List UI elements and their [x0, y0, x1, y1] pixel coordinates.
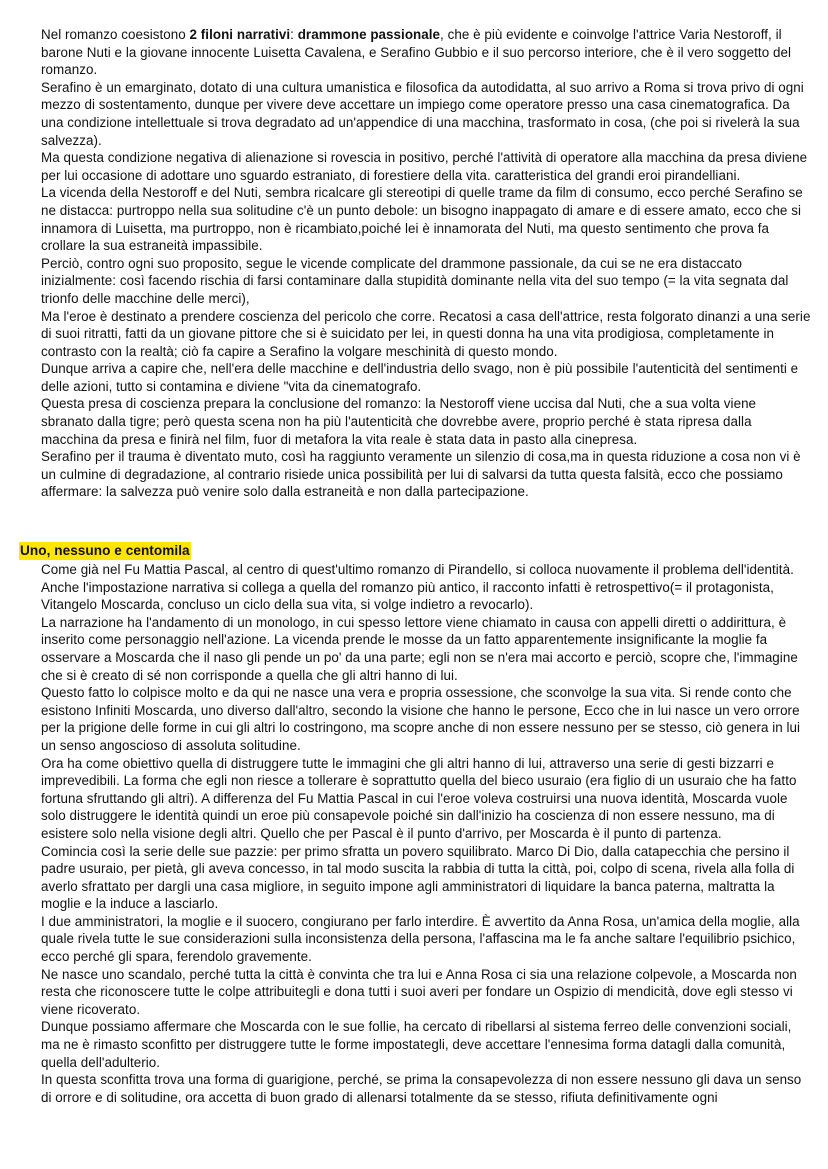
paragraph: Comincia così la serie delle sue pazzie: per primo sfratta un povero squilibrato. Marco Di Dio, dalla catapecchia che persino il padre usuraio, per pietà, gli aveva concesso, in tal modo suscita la rabbia di tutta la città, poi, colpo di scena, rivela alla folla di averlo sfrattato per dargli una casa migliore, in seguito impone agli amministratori di liquidare la banca paterna, maltratta la moglie e la induce a lasciarlo. [41, 843, 795, 912]
paragraph: Ma l'eroe è destinato a prendere coscienza del pericolo che corre. Recatosi a casa dell'attrice, resta folgorato dinanzi a una serie di suoi ritratti, fatti da un giovane pittore che si è suicidato per lei, in questi donna ha una vita prodigiosa, completamente in contrasto con la realtà; ciò fa capire a Serafino la volgare meschinità di questo mondo. [41, 308, 811, 359]
paragraph: Serafino è un emarginato, dotato di una cultura umanistica e filosofica da autodidatta, al suo arrivo a Roma si trova privo di ogni mezzo di sostentamento, dunque per vivere deve accettare un impiego come operatore presso una casa cinematografica. Da una condizione intellettuale si trova degradato ad un'appendice di una macchina, trasformato in cosa, (che poi si rivelerà la sua salvezza). [41, 79, 804, 148]
section-heading: Uno, nessuno e centomila [20, 543, 190, 558]
paragraph: Ne nasce uno scandalo, perché tutta la città è convinta che tra lui e Anna Rosa ci sia una relazione colpevole, a Moscarda non resta che riconoscere tutte le colpe attribuitegli e dona tutti i suoi averi per fondare un Ospizio di mendicità, dove egli stesso vi viene ricoverato. [41, 966, 797, 1017]
intro-text-3: , che è più evidente e coinvolge l'attrice Varia Nestoroff, il barone Nuti e la giovane innocente Luisetta Cavalena, e Serafino Gubbio e il suo percorso interiore, che è il vero soggetto del romanzo. [41, 27, 791, 78]
section-suo-gubbio-text [41, 26, 811, 501]
paragraph: Serafino per il trauma è diventato muto, così ha raggiunto veramente un silenzio di cosa,ma in questa riduzione a cosa non vi è un culmine di degradazione, al contrario risiede unica possibilità per lui di salvarsi da tutta questa falsità, ecco che possiamo affermare: la salvezza può venire solo dalla estraneità e non dalla partecipazione. [41, 449, 801, 500]
intro-bold-1: 2 filoni narrativi [189, 27, 291, 42]
paragraph: La narrazione ha l'andamento di un monologo, in cui spesso lettore viene chiamato in causa con appelli diretti o addirittura, è inserito come personaggio nell'azione. La vicenda prende le mosse da un fatto apparentemente insignificante la moglie fa osservare a Moscarda che il naso gli pende un po' da una parte; egli non se n'era mai accorto e perciò, scopre che, l'immagine che si è creato di sé non corrisponde a quella che gli altri hanno di lui. [41, 614, 798, 683]
paragraph: Dunque arriva a capire che, nell'era delle macchine e dell'industria dello svago, non è più possibile l'autenticità del sentimenti e delle azioni, tutto si contamina e diviene "vita da cinematografo. [41, 361, 799, 394]
paragraph: La vicenda della Nestoroff e del Nuti, sembra ricalcare gli stereotipi di quelle trame da film di consumo, ecco perché Serafino se ne distacca: purtroppo nella sua solitudine c'è un punto debole: un bisogno inappagato di amare e di essere amato, ecco che si innamora di Luisetta, ma purtroppo, non è ricambiato,poiché lei è innamorata del Nuti, ma questo sentimento che prova fa crollare la sua estraneità impassibile. [41, 185, 803, 254]
paragraph: Dunque possiamo affermare che Moscarda con le sue follie, ha cercato di ribellarsi al sistema ferreo delle convenzioni sociali, ma ne è rimasto sconfitto per distruggere tutte le forme impostategli, deve accettare l'ennesima forma datagli dalla comunità, quella dell'adulterio. [41, 1019, 792, 1070]
intro-bold-2: drammone passionale [297, 27, 441, 42]
paragraph: Questa presa di coscienza prepara la conclusione del romanzo: la Nestoroff viene uccisa dal Nuti, che a sua volta viene sbranato dalla tigre; però questa scena non ha più l'autenticità che dovrebbe avere, proprio perché è stata ripresa dalla macchina da presa e finirà nel film, fuor di metafora la vita reale è stata data in pasto alla cinepresa. [41, 396, 757, 447]
paragraph: Come già nel Fu Mattia Pascal, al centro di quest'ultimo romanzo di Pirandello, si colloca nuovamente il problema dell'identità. Anche l'impostazione narrativa si collega a quella del romanzo più antico, il racconto infatti è retrospettivo(= il protagonista, Vitangelo Moscarda, concluso un ciclo della sua vita, si volge indietro a revocarlo). [41, 562, 794, 613]
intro-text-2: : [290, 27, 298, 42]
paragraph: Ora ha come obiettivo quella di distruggere tutte le immagini che gli altri hanno di lui, attraverso una serie di gesti bizzarri e imprevedibili. La forma che egli non riesce a tollerare è soprattutto quella del bieco usuraio (era figlio di un usuraio che ha fatto fortuna sfruttando gli altri). A differenza del Fu Mattia Pascal in cui l'eroe voleva costruirsi una nuova identità, Moscarda vuole solo distruggere le identità quindi un eroe più consapevole poiché sin dall'inizio ha coscienza di non essere nessuno, ma di esistere solo nella visione degli altri. Quello che per Pascal è il punto d'arrivo, per Moscarda è il punto di partenza. [41, 755, 797, 841]
intro-text-1: Nel romanzo coesistono [41, 27, 190, 42]
section-uno-nessuno-text [41, 561, 811, 1106]
paragraph: Perciò, contro ogni suo proposito, segue le vicende complicate del drammone passionale, da cui se ne era distaccato inizialmente: così facendo rischia di farsi contaminare dalla stupidità dominante nella vita del suo tempo (= la vita segnata dal trionfo delle macchine delle merci), [41, 255, 789, 306]
intro-paragraph [41, 26, 811, 79]
paragraph: I due amministratori, la moglie e il suocero, congiurano per farlo interdire. È avvertito da Anna Rosa, un'amica della moglie, alla quale rivela tutte le sue considerazioni sulla inconsistenza della persona, l'affascina ma le fa anche saltare l'equilibrio psichico, ecco perché gli spara, ferendolo gravemente. [41, 913, 800, 965]
paragraph: In questa sconfitta trova una forma di guarigione, perché, se prima la consapevolezza di non essere nessuno gli dava un senso di orrore e di solitudine, ora accetta di buon grado di allenarsi totalmente da se stesso, rifiuta definitivamente ogni [41, 1072, 802, 1105]
paragraph: Ma questa condizione negativa di alienazione si rovescia in positivo, perché l'attività di operatore alla macchina da presa diviene per lui occasione di adottare uno sguardo estraniato, di forestiere della vita. caratteristica del grandi eroi pirandelliani. [41, 150, 808, 183]
paragraph: Questo fatto lo colpisce molto e da qui ne nasce una vera e propria ossessione, che sconvolge la sua vita. Si rende conto che esistono Infiniti Moscarda, uno diverso dall'altro, secondo la visione che hanno le persone, Ecco che in lui nasce un vero orrore per la prigione delle forme in cui gli altri lo costringono, ma scopre anche di non essere nessuno per se stesso, ciò genera in lui un senso angoscioso di assoluta solitudine. [41, 685, 801, 753]
